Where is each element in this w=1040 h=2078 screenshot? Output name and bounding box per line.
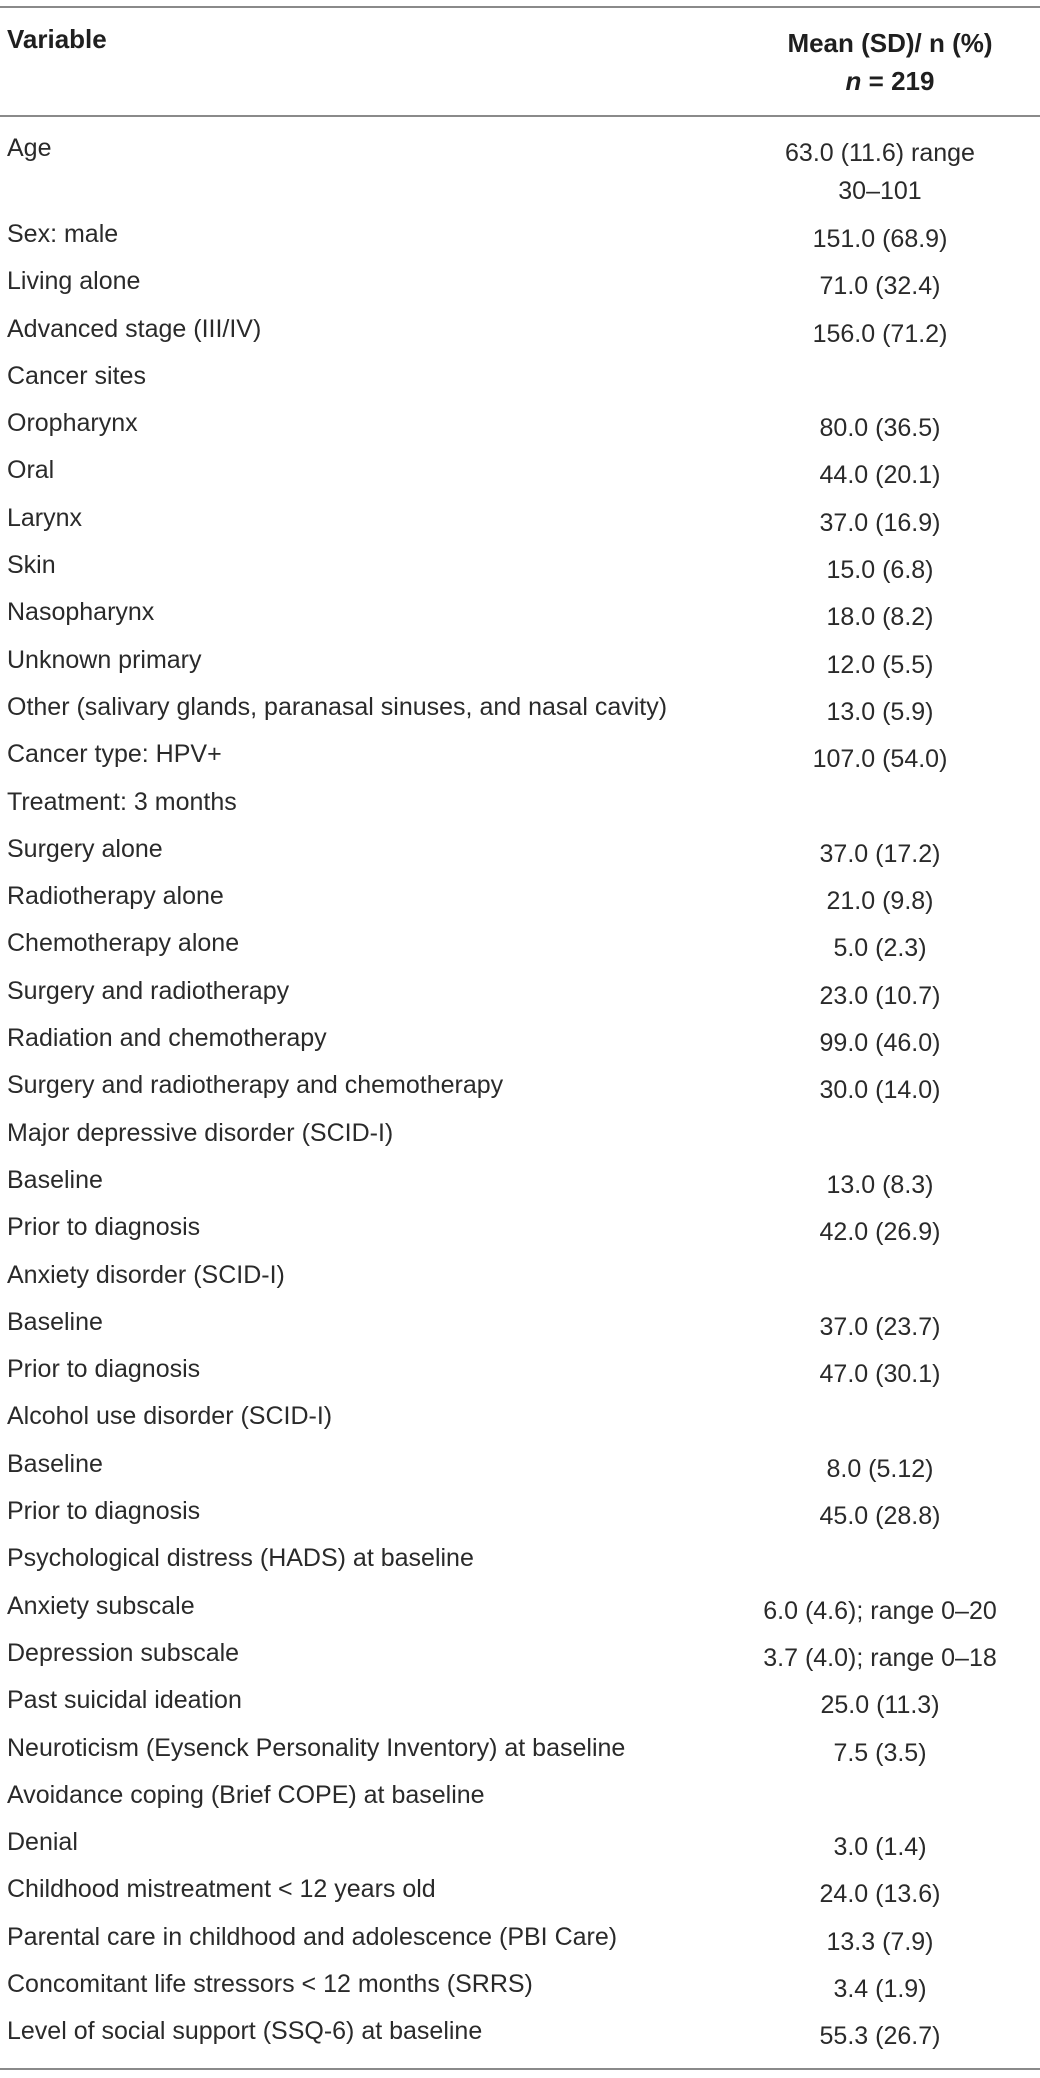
table-row	[0, 736, 1040, 783]
row-value: 156.0 (71.2)	[812, 319, 948, 348]
row-value: 44.0 (20.1)	[819, 461, 941, 490]
header-value	[740, 24, 1040, 100]
row-value: 37.0 (23.7)	[819, 1312, 941, 1341]
row-value: 3.7 (4.0); range 0–18	[763, 1643, 997, 1672]
row-label: Living alone	[7, 267, 141, 296]
row-label: Radiotherapy alone	[7, 882, 224, 911]
row-label: Depression subscale	[7, 1638, 240, 1667]
row-label: Other (salivary glands, paranasal sinuses, and nasal cavity)	[7, 692, 668, 721]
row-label: Childhood mistreatment < 12 years old	[7, 1875, 436, 1904]
header-variable: Variable	[7, 24, 107, 54]
row-value: 5.0 (2.3)	[833, 934, 927, 963]
row-label: Treatment: 3 months	[7, 787, 237, 816]
row-label: Skin	[7, 551, 56, 580]
row-value: 13.3 (7.9)	[826, 1927, 934, 1956]
row-label: Major depressive disorder (SCID-I)	[7, 1118, 394, 1147]
row-value: 30.0 (14.0)	[819, 1076, 941, 1105]
table-row	[0, 1682, 1040, 1729]
table-row	[0, 547, 1040, 594]
table-row	[0, 1588, 1040, 1635]
table-header-rule	[0, 115, 1040, 117]
row-label: Past suicidal ideation	[7, 1686, 242, 1715]
table-row	[0, 405, 1040, 452]
table-row	[0, 1871, 1040, 1918]
table-row	[0, 1067, 1040, 1114]
row-value: 15.0 (6.8)	[826, 556, 934, 585]
table-row	[0, 1493, 1040, 1540]
table-row	[0, 689, 1040, 736]
row-value: 99.0 (46.0)	[819, 1029, 941, 1058]
row-label: Neuroticism (Eysenck Personality Inventory) at baseline	[7, 1733, 626, 1762]
row-label: Anxiety subscale	[7, 1591, 195, 1620]
table-bottom-rule	[0, 2068, 1040, 2070]
row-value: 25.0 (11.3)	[820, 1691, 940, 1720]
row-label: Surgery and radiotherapy	[7, 976, 290, 1005]
table-row	[0, 1446, 1040, 1493]
table-row	[0, 1162, 1040, 1209]
row-value: 47.0 (30.1)	[819, 1360, 941, 1389]
header-value-label: Mean (SD)/ n (%)	[787, 28, 993, 58]
table-row	[0, 358, 1040, 405]
row-value: 37.0 (16.9)	[819, 508, 941, 537]
row-value: 7.5 (3.5)	[833, 1738, 927, 1767]
row-label: Cancer sites	[7, 361, 146, 390]
row-label: Alcohol use disorder (SCID-I)	[7, 1402, 333, 1431]
row-value: 151.0 (68.9)	[812, 225, 948, 253]
row-label: Unknown primary	[7, 645, 202, 674]
table-row	[0, 1730, 1040, 1777]
table-row	[0, 1540, 1040, 1587]
row-label: Chemotherapy alone	[7, 929, 240, 958]
table-row	[0, 1919, 1040, 1966]
table-row	[0, 1777, 1040, 1824]
row-value: 18.0 (8.2)	[826, 603, 934, 632]
row-value: 80.0 (36.5)	[819, 414, 941, 443]
table-row	[0, 831, 1040, 878]
row-value: 13.0 (5.9)	[826, 697, 934, 726]
row-label: Avoidance coping (Brief COPE) at baseline	[7, 1780, 485, 1809]
row-label: Psychological distress (HADS) at baseline	[7, 1544, 474, 1573]
table-row	[0, 1115, 1040, 1162]
row-value: 3.4 (1.9)	[833, 1974, 927, 2003]
table-row	[0, 1398, 1040, 1445]
row-label: Oral	[7, 456, 55, 485]
row-value: 42.0 (26.9)	[819, 1218, 941, 1247]
row-value: 55.3 (26.7)	[819, 2022, 941, 2051]
table-row	[0, 130, 1040, 216]
table-row	[0, 973, 1040, 1020]
row-label: Age	[7, 134, 52, 162]
table-row	[0, 784, 1040, 831]
table-header	[0, 8, 1040, 115]
row-label: Nasopharynx	[7, 598, 155, 627]
row-value: 3.0 (1.4)	[833, 1833, 927, 1862]
row-value: 24.0 (13.6)	[819, 1880, 941, 1909]
row-value: 8.0 (5.12)	[826, 1454, 934, 1483]
header-sample-size	[740, 62, 1040, 100]
table-row	[0, 1635, 1040, 1682]
row-value: 6.0 (4.6); range 0–20	[763, 1596, 997, 1625]
table-row	[0, 500, 1040, 547]
table-row	[0, 1020, 1040, 1067]
row-value: 23.0 (10.7)	[819, 981, 941, 1010]
row-value: 45.0 (28.8)	[819, 1502, 941, 1531]
row-label: Surgery alone	[7, 834, 163, 863]
row-label: Parental care in childhood and adolescence (PBI Care)	[7, 1922, 618, 1951]
row-label: Baseline	[7, 1449, 103, 1478]
row-label: Prior to diagnosis	[7, 1355, 201, 1384]
table-row	[0, 1824, 1040, 1871]
row-value: 12.0 (5.5)	[826, 650, 934, 679]
table-row	[0, 263, 1040, 310]
row-value: 107.0 (54.0)	[812, 745, 948, 774]
table-row	[0, 1209, 1040, 1256]
table-row	[0, 1304, 1040, 1351]
table-row	[0, 1966, 1040, 2013]
row-label: Baseline	[7, 1307, 103, 1336]
table-row	[0, 216, 1040, 263]
row-label: Sex: male	[7, 220, 119, 248]
row-label: Level of social support (SSQ-6) at baseline	[7, 2017, 483, 2046]
row-label: Larynx	[7, 503, 83, 532]
row-label: Oropharynx	[7, 409, 138, 438]
row-label: Radiation and chemotherapy	[7, 1024, 327, 1053]
row-label: Anxiety disorder (SCID-I)	[7, 1260, 285, 1289]
row-label: Baseline	[7, 1165, 103, 1194]
table-row	[0, 594, 1040, 641]
row-value: 21.0 (9.8)	[826, 887, 934, 916]
table-row	[0, 878, 1040, 925]
table-row	[0, 642, 1040, 689]
row-value: 63.0 (11.6) range 30–101	[785, 139, 975, 205]
row-value: 13.0 (8.3)	[826, 1170, 934, 1199]
row-label: Denial	[7, 1828, 78, 1857]
row-label: Concomitant life stressors < 12 months (SRRS)	[7, 1969, 533, 1998]
row-label: Prior to diagnosis	[7, 1497, 201, 1526]
table-row	[0, 452, 1040, 499]
row-value: 71.0 (32.4)	[819, 272, 941, 301]
table-row	[0, 2013, 1040, 2060]
table-row	[0, 925, 1040, 972]
table-body	[0, 130, 1040, 2061]
table-row	[0, 1257, 1040, 1304]
row-value: 37.0 (17.2)	[819, 839, 941, 868]
row-label: Cancer type: HPV+	[7, 740, 222, 769]
row-label: Surgery and radiotherapy and chemotherapy	[7, 1071, 504, 1100]
table-row	[0, 311, 1040, 358]
header-n-symbol: n	[845, 66, 862, 96]
row-label: Prior to diagnosis	[7, 1213, 201, 1242]
row-label: Advanced stage (III/IV)	[7, 314, 262, 343]
table-row	[0, 1351, 1040, 1398]
header-n-value: = 219	[861, 66, 935, 96]
